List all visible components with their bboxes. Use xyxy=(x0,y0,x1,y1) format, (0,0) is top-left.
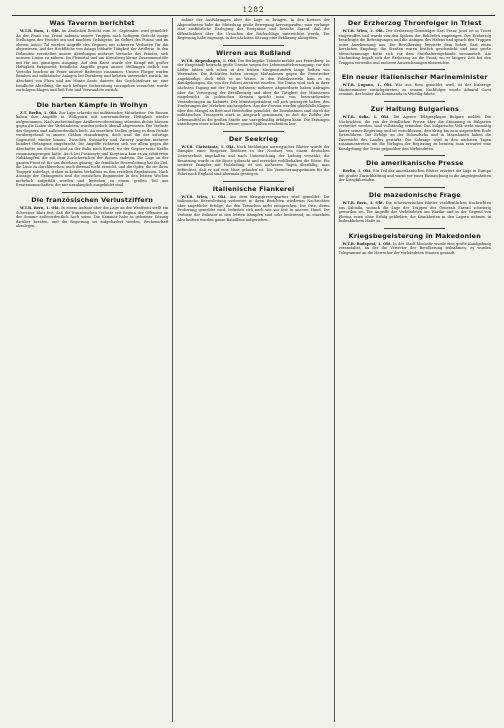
header-rule xyxy=(12,15,495,16)
article-headline: Was Tavernn berichtet xyxy=(49,19,135,27)
article-headline: Der Seekrieg xyxy=(228,134,279,143)
article-dateline: W.T.B. Budapest, 1. Okt. xyxy=(342,241,392,246)
article-text: Ein Teil der amerikanischen Blätter erörtert die Lage in Europa mit großer Zurückhaltung und warnt vor einer Einmischung in die Angelegenheiten der Kriegführenden. xyxy=(338,169,491,183)
article-dateline: W.T.B. Wien, 1. Okt. xyxy=(342,29,385,33)
article-dateline: W.T.B. Sofia, 1. Okt. xyxy=(342,115,390,120)
article-text: Die schweizerischen Blätter veröffentlichen Nachrichten aus Saloniki, wonach die Lage der Truppen des Generals Sarrail schwierig geworden sei. Die Angriffe der Verbündeten am Wardar und in der Gegend von Florina seien ohne Erfolg geblieben; die Krankheiten in den Lagern nehmen in bedenklichem Maße zu. xyxy=(338,201,491,224)
article-body xyxy=(339,83,491,97)
article-headline: Der Erzherzog Thronfolger in Triest xyxy=(347,19,482,27)
article-dateline: Berlin, 1. Okt. xyxy=(342,169,372,174)
article-divider xyxy=(384,187,445,188)
article-body xyxy=(339,201,491,224)
article-dateline: W.T.B. Bern, 1. Okt. xyxy=(20,205,60,210)
article-body xyxy=(177,18,329,41)
article-text: Aus dem Kriegspressequartier wird gemeldet: Die italienische Heeresleitung verbreitet in ihren Berichten wiederum Nachrichten über angebliche Erfolge, die den Tatsachen nicht entsprechen. Die Orte, deren Eroberung gemeldet wird, befinden sich nach wie vor fest in unserer Hand. Die Verluste der Italiener in den letzten Kämpfen sind sehr bedeutend; an einzelnen Abschnitten wurden ganze Bataillone aufgerieben. xyxy=(177,194,330,222)
article-body xyxy=(16,206,168,229)
article-headline: Italienische Flankerei xyxy=(212,184,295,193)
article-body xyxy=(339,115,491,151)
article xyxy=(177,18,329,41)
article-body xyxy=(177,59,329,127)
columns xyxy=(12,18,495,722)
article-text: Die Agence Télégraphique Bulgare meldet: Die Nachrichten, die von der feindlichen Presse über die Stimmung in Bulgarien verbreitet werden, sind vollständig erfunden. Das bulgarische Volk steht einmütig hinter seiner Regierung und ist entschlossen, den Krieg bis zum siegreichen Ende fortzuführen. Die Erfolge an der Dobrudscha und in Mazedonien haben die Zuversicht des Landes gestärkt. Die Sobranje wird in den nächsten Tagen zusammentreten, um die Vorlagen der Regierung zu beraten; man erwartet eine Kundgebung der Treue gegenüber den Verbündeten. xyxy=(338,115,491,151)
article-divider xyxy=(384,155,445,156)
article xyxy=(339,191,491,224)
article xyxy=(16,101,168,188)
article xyxy=(339,105,491,151)
article-divider xyxy=(223,45,284,46)
article-dateline: W.T.B. Kopenhagen, 1. Okt. xyxy=(181,58,237,63)
article-text: In der Stadt Monastir wurde eine große Kundgebung veranstaltet, an der die Vertreter der Bevölkerung teilnahmen; es wurden Telegramme an die Herrscher der verbündeten Staaten gesandt. xyxy=(338,241,491,255)
article-text: Der Erzherzog-Thronfolger Karl Franz Josef ist in Triest eingetroffen und wurde von den Spitzen der Behörden empfangen. Der Erzherzog besichtigte die Befestigungen und die Anlagen des Hafens und sprach den Truppen seine Anerkennung aus. Die Bevölkerung bereitete dem hohen Gast einen herzlichen Empfang; die Straßen waren festlich geschmückt und eine große Menschenmenge hatte sich vor dem Statthaltereigebäude versammelt. Am Nachmittag begab sich der Erzherzog an die Front, wo er längere Zeit bei den Truppen verweilte und mehrere Auszeichnungen überreichte. xyxy=(338,29,491,65)
article xyxy=(16,196,168,229)
article-text: Wie aus Rom gemeldet wird, ist der bisherige Marineminister zurückgetreten; zu seinem Nachfolger wurde Admiral Corsi ernannt, der bisher das Kommando in Venedig führte. xyxy=(338,83,491,97)
article-dateline: Z.T. Berlin, 1. Okt. xyxy=(20,110,58,115)
article-headline: Die französischen Verlustziffern xyxy=(31,195,154,204)
article-divider xyxy=(223,131,284,132)
article xyxy=(339,159,491,183)
article xyxy=(339,232,491,256)
article xyxy=(16,19,168,93)
column-2 xyxy=(172,18,333,722)
article xyxy=(177,135,329,177)
article-divider xyxy=(62,192,123,193)
article-text: nahme der Ausführungen über die Lage zu bringen. In den Kreisen der Abgeordneten habe die Mitteilung große Bewegung hervorgerufen; man verlange eine ausführliche Darlegung der Ereignisse und bestehe darauf, daß die Öffentlichkeit über die Ursachen der Rückschläge unterrichtet werde. Die Regierung habe zugesagt, in der nächsten Sitzung eine Erklärung abzugeben. xyxy=(177,18,330,41)
article xyxy=(177,185,329,222)
article-dateline: W.T.B. Christiania, 1. Okt. xyxy=(181,144,235,149)
article-divider xyxy=(384,101,445,102)
article-body xyxy=(339,242,491,256)
article-text: Im Amtlichen Bericht vom 30. September wird gemeldet: An der Front von Trient nahmen unsere Truppen nach heftigem Gefecht einige Stellungen des Feindes ein und machten Gefangene. Im Gebiet des Posina und im oberen Astico Tal wurden Angriffe des Gegners mit schweren Verlusten für ihn abgewiesen. Auf der Hochfläche von Asiago lebhafte Tätigkeit der Artillerie. In den Dolomiten vereitelten unsere Abteilungen mehrere Versuche des Feindes, sich unseren Linien zu nähern. Im Fleimstal und am Kreuzberg kleine Zusammenstöße mit für uns günstigem Ausgang. Auf dem Karst wurde der Kampf mit großer Heftigkeit fortgesetzt; feindliche Angriffe gegen unsere Stellungen östlich von Vertoiba brachen im Feuer unserer Batterien zusammen. Unsere Flieger warfen Bomben auf militärische Anlagen bei Dornberg und kehrten unversehrt zurück. Im Abschnitt von Plava und am Monte Santo dauerte das Geschützfeuer an; eine feindliche Abteilung, die nach heftiger Vorbereitung vorzugehen versuchte, wurde zurückgeschlagen und ließ Tote und Verwundete zurück. xyxy=(16,29,169,93)
page-number: 1282 xyxy=(242,6,265,14)
article-headline: Die mazedonische Frage xyxy=(368,191,461,200)
article-body xyxy=(339,169,491,183)
article-dateline: W.T.B. Lugano, 1. Okt. xyxy=(342,83,393,88)
article-dateline: W.T.B. Bern, 1. Okt. xyxy=(342,201,384,206)
article-headline: Ein neuer italienischer Marineminister xyxy=(341,73,488,82)
article-divider xyxy=(62,97,123,98)
article-body xyxy=(16,29,168,93)
article xyxy=(339,73,491,97)
article-text: Nach Meldungen norwegischer Blätter wurde der Dampfer einer Bergener Reederei in der Nordsee von einem deutschen Unterseeboot angehalten und nach Untersuchung der Ladung versenkt; die Besatzung wurde in die Boote gebracht und erreichte wohlbehalten die Küste. Ein weiterer Dampfer mit Holzladung ist seit mehreren Tagen überfällig; man befürchtet, daß er auf eine Mine gelaufen ist. Die Versicherungsprämien für die Fahrt nach England sind abermals gestiegen. xyxy=(177,144,330,177)
article-divider xyxy=(384,228,445,229)
article-dateline: W.T.B. Rom, 1. Okt. xyxy=(20,29,60,33)
article-text: Zur Lage schreibt ein militärischer Mitarbeiter: Die Russen haben ihre Angriffe in Wolhynien mit unverminderter Heftigkeit wieder aufgenommen. Nach mehrstündiger Artillerievorbereitung stürmten dichte Massen gegen die Linien der Verbündeten, wurden jedoch überall abgewiesen. Die Verluste des Gegners sind außerordentlich hoch. An einzelnen Stellen gelang es dem Feinde vorübergehend in unsere Gräben einzudringen, doch warf ihn der sofortige Gegenstoß wieder hinaus. Zwischen Swiniuchy und Zaturcy wurden mehrere hundert Gefangene eingebracht. Die Angriffe richteten sich vor allem gegen die Abschnitte am Stochod und an der Bahn nach Kowel, wo der Gegner seine Kräfte zusammengezogen hatte. Auch bei Pustomyty und Korytnica kam es zu erbitterten Nahkämpfen, die mit dem Zurückweichen der Russen endeten. Die Lage an der ganzen Front ist für uns durchaus günstig; die feindliche Heeresleitung hat ihr Ziel, die Linie zu durchbrechen, auch diesmal nicht erreicht, und die Opfer, die sie ihren Truppen auferlegt, stehen in keinem Verhältnis zu den erzielten Ergebnissen. Nach Aussage der Gefangenen sind die russischen Regimenter in den letzten Wochen mehrfach aufgefüllt worden und bestehen zu einem großen Teil aus Ersatzmannschaften, die nur unzulänglich ausgebildet sind. xyxy=(16,110,169,188)
article-divider xyxy=(384,69,445,70)
article-headline: Die amerikanische Presse xyxy=(366,159,464,168)
article-text: Die Berlingske Tidende meldet aus Petersburg: In der Hauptstadt herrscht große Unruhe wegen der Lebensmittelversorgung; vor den Läden bilden sich schon in den frühen Morgenstunden lange Reihen von Wartenden. Die Behörden haben strenge Maßnahmen gegen die Preistreiber angekündigt, doch fehlt es an Waren. In den Fabrikvierteln kam es zu Kundgebungen, die von der Polizei zerstreut wurden. Die Duma wird sich in ihrer nächsten Tagung mit der Frage befassen; mehrere Abgeordnete haben Anfragen über die Versorgung der Bevölkerung und über die Tätigkeit der Ministerien eingebracht. In politischen Kreisen spricht man von bevorstehenden Veränderungen im Kabinett. Der Ministerpräsident soll sich geweigert haben, den Forderungen der Mehrheit nachzugeben. Aus der Provinz werden gleichfalls Klagen über den Mangel an Brot und Heizstoffen gemeldet; die Eisenbahnen sind durch die militärischen Transporte stark in Anspruch genommen, so daß die Zufuhr der Lebensmittel in die großen Städte nur unregelmäßig erfolgen kann. Die Zeitungen unterliegen einer scharfen Zensur; ganze Spalten erscheinen leer. xyxy=(177,58,330,127)
article-body xyxy=(16,111,168,188)
article xyxy=(177,49,329,127)
column-3 xyxy=(334,18,495,722)
column-1 xyxy=(12,18,172,722)
article-text: In einem Aufsatz über die Lage an der Westfront stellt ein Schweizer Blatt fest, daß die französischen Verluste seit Beginn der Offensive an der Somme außerordentlich hoch seien. Die Kammer habe in geheimer Sitzung darüber beraten, und die Regierung sei aufgefordert worden, Rechenschaft abzulegen. xyxy=(16,205,169,229)
article-body xyxy=(177,145,329,177)
article-headline: Zur Haltung Bulgariens xyxy=(370,105,459,114)
article-divider xyxy=(223,181,284,182)
article xyxy=(339,19,491,65)
article-headline: Kriegsbegeisterung in Makedonien xyxy=(348,231,481,240)
article-body xyxy=(339,29,491,65)
article-headline: Die harten Kämpfe in Wolhyn xyxy=(36,100,148,109)
article-headline: Wirren aus Rußland xyxy=(216,48,291,57)
article-body xyxy=(177,195,329,222)
article-dateline: W.T.B. Wien, 1. Okt. xyxy=(181,194,227,199)
